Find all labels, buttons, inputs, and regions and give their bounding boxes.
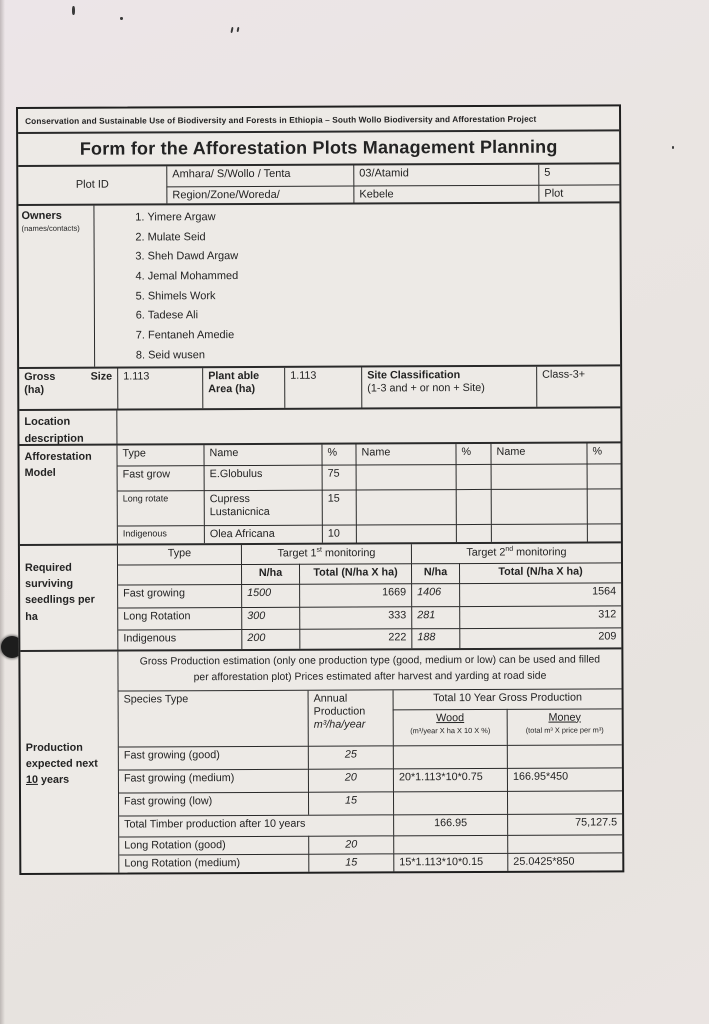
money-header-cell [507, 708, 622, 745]
owners-section [18, 203, 620, 369]
money-cell: 166.95*450 [507, 767, 622, 791]
model-type-cell: Fast grow [118, 465, 204, 490]
empty-cell [456, 464, 491, 489]
model-name-cell [204, 490, 322, 526]
annual-cell: 15 [308, 791, 393, 814]
nha-header: N/ha [411, 563, 459, 583]
seedlings-total2-cell: 312 [459, 605, 621, 628]
annual-cell: 20 [308, 835, 393, 853]
seedlings-nha1-cell: 200 [241, 629, 299, 649]
seedlings-total2-cell: 1564 [459, 582, 621, 605]
plantable-label-line1: Plant able [208, 369, 260, 383]
owner-name: 5. Shimels Work [148, 290, 239, 304]
site-classification-label: Site Classification [367, 369, 461, 382]
model-pct-cell: 10 [322, 525, 356, 543]
target2-text-post: monitoring [513, 546, 567, 559]
empty-cell [118, 564, 241, 585]
project-header-strip [18, 106, 619, 134]
seedlings-total1-cell: 333 [299, 606, 411, 629]
seedlings-type-cell: Long Rotation [118, 607, 241, 630]
seedlings-header-type: Type [167, 547, 192, 560]
species-type-header: Species Type [123, 692, 189, 706]
model-header-type: Type [122, 447, 146, 460]
seedlings-nha1-cell: 300 [241, 606, 299, 629]
seedlings-label-line1: Required [24, 561, 72, 574]
gross-size-section [19, 366, 620, 411]
plantable-label-cell [202, 368, 284, 408]
scan-edge-shadow [0, 0, 5, 1024]
annual-cell: 20 [308, 768, 393, 791]
site-class-value: Class-3+ [536, 366, 620, 406]
owner-name: 8. Seid wusen [148, 349, 239, 363]
empty-cell [356, 524, 456, 542]
model-type-cell: Indigenous [118, 525, 204, 543]
species-cell: Long Rotation (good) [119, 835, 308, 854]
production-label-line1: Production [25, 741, 83, 754]
annual-header-line2: Production [313, 705, 366, 718]
model-label-line1: Afforestation [24, 450, 92, 463]
production-label-line3 [26, 772, 113, 789]
plantable-label-line2: Area (ha) [208, 383, 256, 396]
production-label-years: years [37, 774, 70, 787]
location-value-cell [117, 411, 127, 444]
location-label-line2: description [24, 432, 84, 445]
wood-header: Wood [436, 711, 465, 724]
target1-text-post: monitoring [321, 547, 376, 560]
owner-name: 6. Tadese Ali [148, 309, 239, 323]
empty-cell [356, 464, 456, 489]
model-name-line2: Lustanicnica [209, 506, 270, 519]
money-cell: 25.0425*850 [507, 852, 622, 871]
annual-header-line3: m³/ha/year [313, 718, 366, 732]
wood-cell [393, 744, 507, 767]
seedlings-table [118, 543, 621, 649]
production-content [118, 649, 622, 872]
target1-sup: st [316, 546, 322, 554]
size-label-word: Size [90, 370, 113, 383]
seedlings-label-line3: seedlings per [25, 594, 95, 607]
owners-list-cell [94, 205, 238, 367]
seedlings-label-line2: surviving [25, 577, 74, 591]
ink-speck [72, 6, 75, 15]
kebele-label-cell: Kebele [353, 184, 538, 202]
annual-cell: 15 [308, 853, 393, 872]
total-money-cell: 75,127.5 [507, 813, 622, 835]
ha-label-word: (ha) [24, 384, 45, 397]
seedlings-type-cell: Indigenous [118, 629, 241, 650]
wood-cell: 20*1.113*10*0.75 [393, 767, 507, 790]
wood-cell: 15*1.113*10*0.15 [393, 852, 507, 871]
region-value-cell: Amhara/ S/Wollo / Tenta [166, 166, 353, 186]
production-label-10: 10 [25, 774, 38, 787]
species-cell: Fast growing (medium) [119, 768, 308, 792]
project-title-text: Conservation and Sustainable Use of Biodiversity and Forests in Ethiopia – South Wollo Biodiversity and Afforestation Project [25, 113, 537, 126]
model-header-pct: % [321, 445, 355, 465]
money-cell [507, 744, 622, 768]
target2-monitoring-header [411, 543, 621, 563]
species-cell: Fast growing (good) [119, 745, 308, 769]
plantable-value: 1.113 [284, 367, 361, 407]
target2-sup: nd [505, 545, 514, 553]
empty-cell [587, 488, 621, 523]
seedlings-total1-cell: 1669 [299, 583, 411, 606]
production-section [20, 649, 622, 873]
total-10yr-header: Total 10 Year Gross Production [393, 689, 622, 709]
plot-id-section [18, 164, 619, 206]
site-classification-cell [361, 367, 536, 408]
seedlings-nha2-cell: 281 [411, 606, 459, 629]
empty-cell [587, 523, 621, 541]
owners-list [94, 211, 238, 363]
empty-cell [491, 524, 587, 542]
plot-label-cell: Plot [538, 184, 619, 202]
location-label-cell [19, 411, 117, 444]
model-header-pct: % [586, 443, 620, 463]
total-header: Total (N/ha X ha) [459, 562, 621, 583]
afforestation-form [16, 104, 624, 875]
species-cell: Fast growing (low) [119, 791, 308, 815]
seedlings-nha2-cell: 1406 [411, 583, 459, 606]
seedlings-type-cell: Fast growing [118, 584, 241, 607]
total-timber-label: Total Timber production after 10 years [119, 814, 393, 836]
production-note [118, 649, 621, 691]
owners-label-cell [18, 206, 95, 367]
money-header: Money [548, 711, 581, 724]
model-label-line2: Model [24, 467, 56, 480]
empty-cell [356, 489, 456, 524]
model-pct-cell: 15 [322, 490, 356, 525]
ink-speck [672, 146, 674, 149]
annual-header-line1: Annual [313, 692, 348, 705]
empty-cell [491, 489, 587, 524]
form-title [18, 131, 619, 167]
model-header-name: Name [490, 444, 586, 464]
ink-speck [230, 27, 233, 33]
empty-cell [456, 489, 491, 524]
wood-formula: (m³/year X ha X 10 X %) [410, 725, 491, 736]
production-table [119, 689, 623, 873]
money-cell [507, 790, 622, 814]
wood-cell [393, 790, 507, 813]
ink-speck [120, 17, 123, 20]
model-name-cell: E.Globulus [204, 465, 322, 491]
wood-header-cell [393, 708, 507, 744]
empty-cell [587, 463, 621, 488]
model-name-cell: Olea Africana [204, 525, 322, 544]
seedlings-label-cell [20, 546, 118, 650]
species-cell: Long Rotation (medium) [119, 853, 308, 872]
model-name-line1: Cupress [209, 492, 250, 506]
empty-cell [491, 464, 587, 489]
annual-production-header [308, 690, 393, 745]
seedlings-total2-cell: 209 [459, 627, 621, 648]
wood-cell [393, 834, 507, 852]
production-note-line2: per afforestation plot) Prices estimated after harvest and yarding at road side [193, 670, 547, 684]
site-classification-sublabel: (1-3 and + or non + Site) [367, 382, 485, 395]
nha-header: N/ha [241, 564, 299, 584]
location-section [19, 408, 620, 446]
money-formula: (total m³ X price per m³) [525, 725, 604, 735]
production-label-cell [20, 652, 119, 873]
gross-size-value: 1.113 [117, 368, 202, 408]
target2-text: Target 2 [466, 546, 506, 559]
ink-speck [237, 27, 240, 32]
kebele-value-cell: 03/Atamid [353, 165, 538, 185]
location-label-line1: Location [24, 415, 71, 428]
model-type-cell: Long rotate [118, 490, 204, 525]
gross-label-word: Gross [24, 370, 56, 383]
seedlings-total1-cell: 222 [299, 628, 411, 648]
region-label-cell: Region/Zone/Woreda/ [166, 185, 353, 203]
plot-value-cell: 5 [538, 164, 619, 184]
form-title-text: Form for the Afforestation Plots Management Planning [79, 136, 558, 159]
owner-name: 7. Fentaneh Amedie [148, 329, 239, 343]
annual-cell: 25 [308, 745, 393, 768]
total-wood-cell: 166.95 [393, 813, 507, 834]
owner-name: 2. Mulate Seid [148, 231, 239, 245]
seedlings-nha1-cell: 1500 [241, 584, 299, 607]
owner-name: 4. Jemal Mohammed [148, 270, 239, 284]
production-label-line2: expected next [25, 757, 98, 771]
afforestation-model-section [19, 443, 620, 546]
seedlings-nha2-cell: 188 [411, 628, 459, 648]
model-table [117, 443, 620, 543]
seedlings-label-line4: ha [25, 610, 38, 623]
owner-name: 1. Yimere Argaw [147, 211, 238, 225]
empty-cell [456, 524, 491, 542]
gross-size-label-cell [19, 369, 117, 409]
seedlings-section [20, 543, 621, 652]
model-header-name: Name [203, 445, 321, 466]
target1-text: Target 1 [277, 547, 317, 560]
plot-id-label: Plot ID [75, 178, 109, 191]
money-cell [507, 834, 622, 853]
model-pct-cell: 75 [322, 465, 356, 490]
model-header-pct: % [455, 444, 490, 464]
production-note-line1: Gross Production estimation (only one production type (good, medium or low) can be used and filled [139, 654, 601, 668]
owners-label: Owners [21, 209, 62, 222]
model-header-name: Name [355, 444, 455, 464]
total-header: Total (N/ha X ha) [299, 563, 411, 583]
model-label-cell [19, 446, 117, 544]
owners-sublabel: (names/contacts) [21, 223, 80, 233]
target1-monitoring-header [241, 544, 411, 564]
owner-name: 3. Sheh Dawd Argaw [148, 250, 239, 264]
